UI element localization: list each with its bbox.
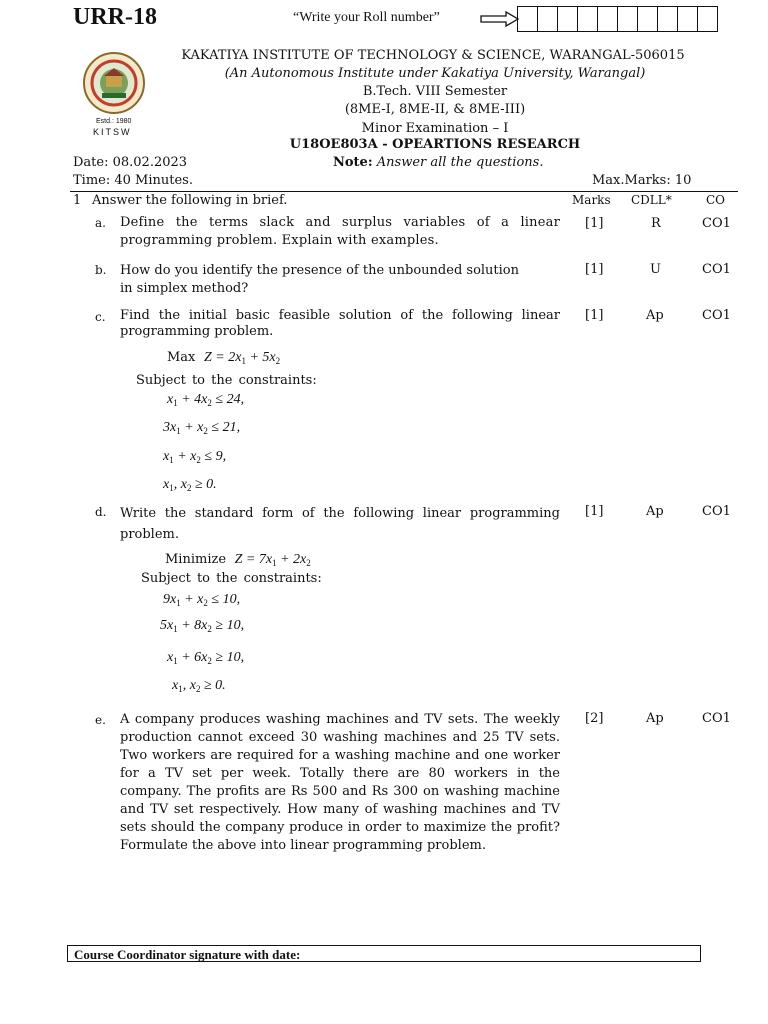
part-marks: [1] [585,504,604,519]
objective-function [167,346,280,366]
logo-estd: Estd.: 1980 [96,118,132,125]
roll-number-boxes[interactable] [518,6,718,32]
part-co: CO1 [702,504,731,519]
constraint: $5x_1 + 8x_2 \ge 10$, [160,618,245,634]
part-label: d. [95,505,107,519]
exam-title: Minor Examination – I [361,121,509,136]
note-text: Answer all the questions. [376,155,544,170]
part-label: e. [95,713,106,727]
part-co: CO1 [702,262,731,277]
part-marks: [1] [585,308,604,323]
part-label: c. [95,310,106,324]
part-cdll: Ap [646,308,664,323]
part-text: A company produces washing machines and TV sets. The weekly production cannot exceed 30 washing machines and 25 TV sets. Two workers are required for a washing machine and one worker for a TV set per week. Totally there are 80 workers in the company. The profits are Rs 500 and Rs 300 on washing machine and TV set respectively. How many of washing machines and TV sets should the company produce in order to maximize the profit? Formulate the above into linear programming problem. [120,712,560,853]
constraint: $9x_1 + x_2 \le 10$, [163,592,241,608]
part-text: How do you identify the presence of the unbounded solution in simplex method? [120,263,520,296]
part-label: b. [95,263,107,277]
part-cdll: R [651,216,661,231]
column-header-marks: Marks [572,193,611,207]
roll-number-box[interactable] [697,6,718,32]
question-text: Answer the following in brief. [92,193,288,208]
logo-name: KITSW [93,127,132,137]
roll-number-box[interactable] [517,6,538,32]
affiliation: (An Autonomous Institute under Kakatiya University, Warangal) [224,66,646,81]
constraint: $3x_1 + x_2 \le 21$, [163,420,241,436]
sections: (8ME-I, 8ME-II, & 8ME-III) [344,102,526,117]
exam-date: Date: 08.02.2023 [73,155,188,170]
roll-number-prompt: “Write your Roll number” [293,10,440,25]
note [333,155,543,170]
roll-number-box[interactable] [637,6,658,32]
part-marks: [1] [585,216,604,231]
part-cdll: U [650,262,661,277]
objective-label: Max [167,350,196,365]
objective-expression: $Z = 2x_1 + 5x_2$ [200,350,281,366]
max-marks: Max.Marks: 10 [592,173,692,188]
constraints-label: Subject to the constraints: [136,373,317,388]
signature-box: Course Coordinator signature with date: [67,945,701,962]
part-text: Write the standard form of the following linear programming problem. [120,506,560,542]
program: B.Tech. VIII Semester [362,84,508,99]
course-title: U18OE803A - OPEARTIONS RESEARCH [289,137,581,152]
part-marks: [2] [585,711,604,726]
part-co: CO1 [702,216,731,231]
non-negativity: $x_1$, $x_2 \ge 0$. [172,678,226,694]
question-number: 1 [73,193,82,208]
divider [70,191,738,192]
constraint: $x_1 + 6x_2 \ge 10$, [167,650,245,666]
roll-number-box[interactable] [597,6,618,32]
column-header-cdll: CDLL* [631,193,672,207]
paper-code: URR-18 [73,4,157,30]
roll-number-box[interactable] [577,6,598,32]
non-negativity: $x_1$, $x_2 \ge 0$. [163,477,217,493]
arrow-right-icon [480,11,520,27]
roll-number-box[interactable] [677,6,698,32]
column-header-co: CO [706,193,726,207]
exam-time: Time: 40 Minutes. [73,173,193,188]
objective-label: Minimize [165,552,227,567]
part-marks: [1] [585,262,604,277]
roll-number-box[interactable] [537,6,558,32]
part-text: Find the initial basic feasible solution of the following linear programming problem. [120,308,560,339]
part-text: Define the terms slack and surplus variables of a linear programming problem. Explain with examples. [120,215,560,248]
constraints-label: Subject to the constraints: [141,571,322,586]
part-label: a. [95,216,106,230]
constraint: $x_1 + x_2 \le 9$, [163,449,227,465]
institute-name: KAKATIYA INSTITUTE OF TECHNOLOGY & SCIENCE, WARANGAL-506015 [181,48,685,63]
part-co: CO1 [702,308,731,323]
part-cdll: Ap [646,504,664,519]
roll-number-box[interactable] [557,6,578,32]
objective-function [165,548,311,568]
roll-number-box[interactable] [617,6,638,32]
part-cdll: Ap [646,711,664,726]
objective-expression: $Z = 7x_1 + 2x_2$ [231,552,311,568]
constraint: $x_1 + 4x_2 \le 24$, [167,392,245,408]
part-co: CO1 [702,711,731,726]
roll-number-box[interactable] [657,6,678,32]
note-label: Note: [333,155,373,170]
